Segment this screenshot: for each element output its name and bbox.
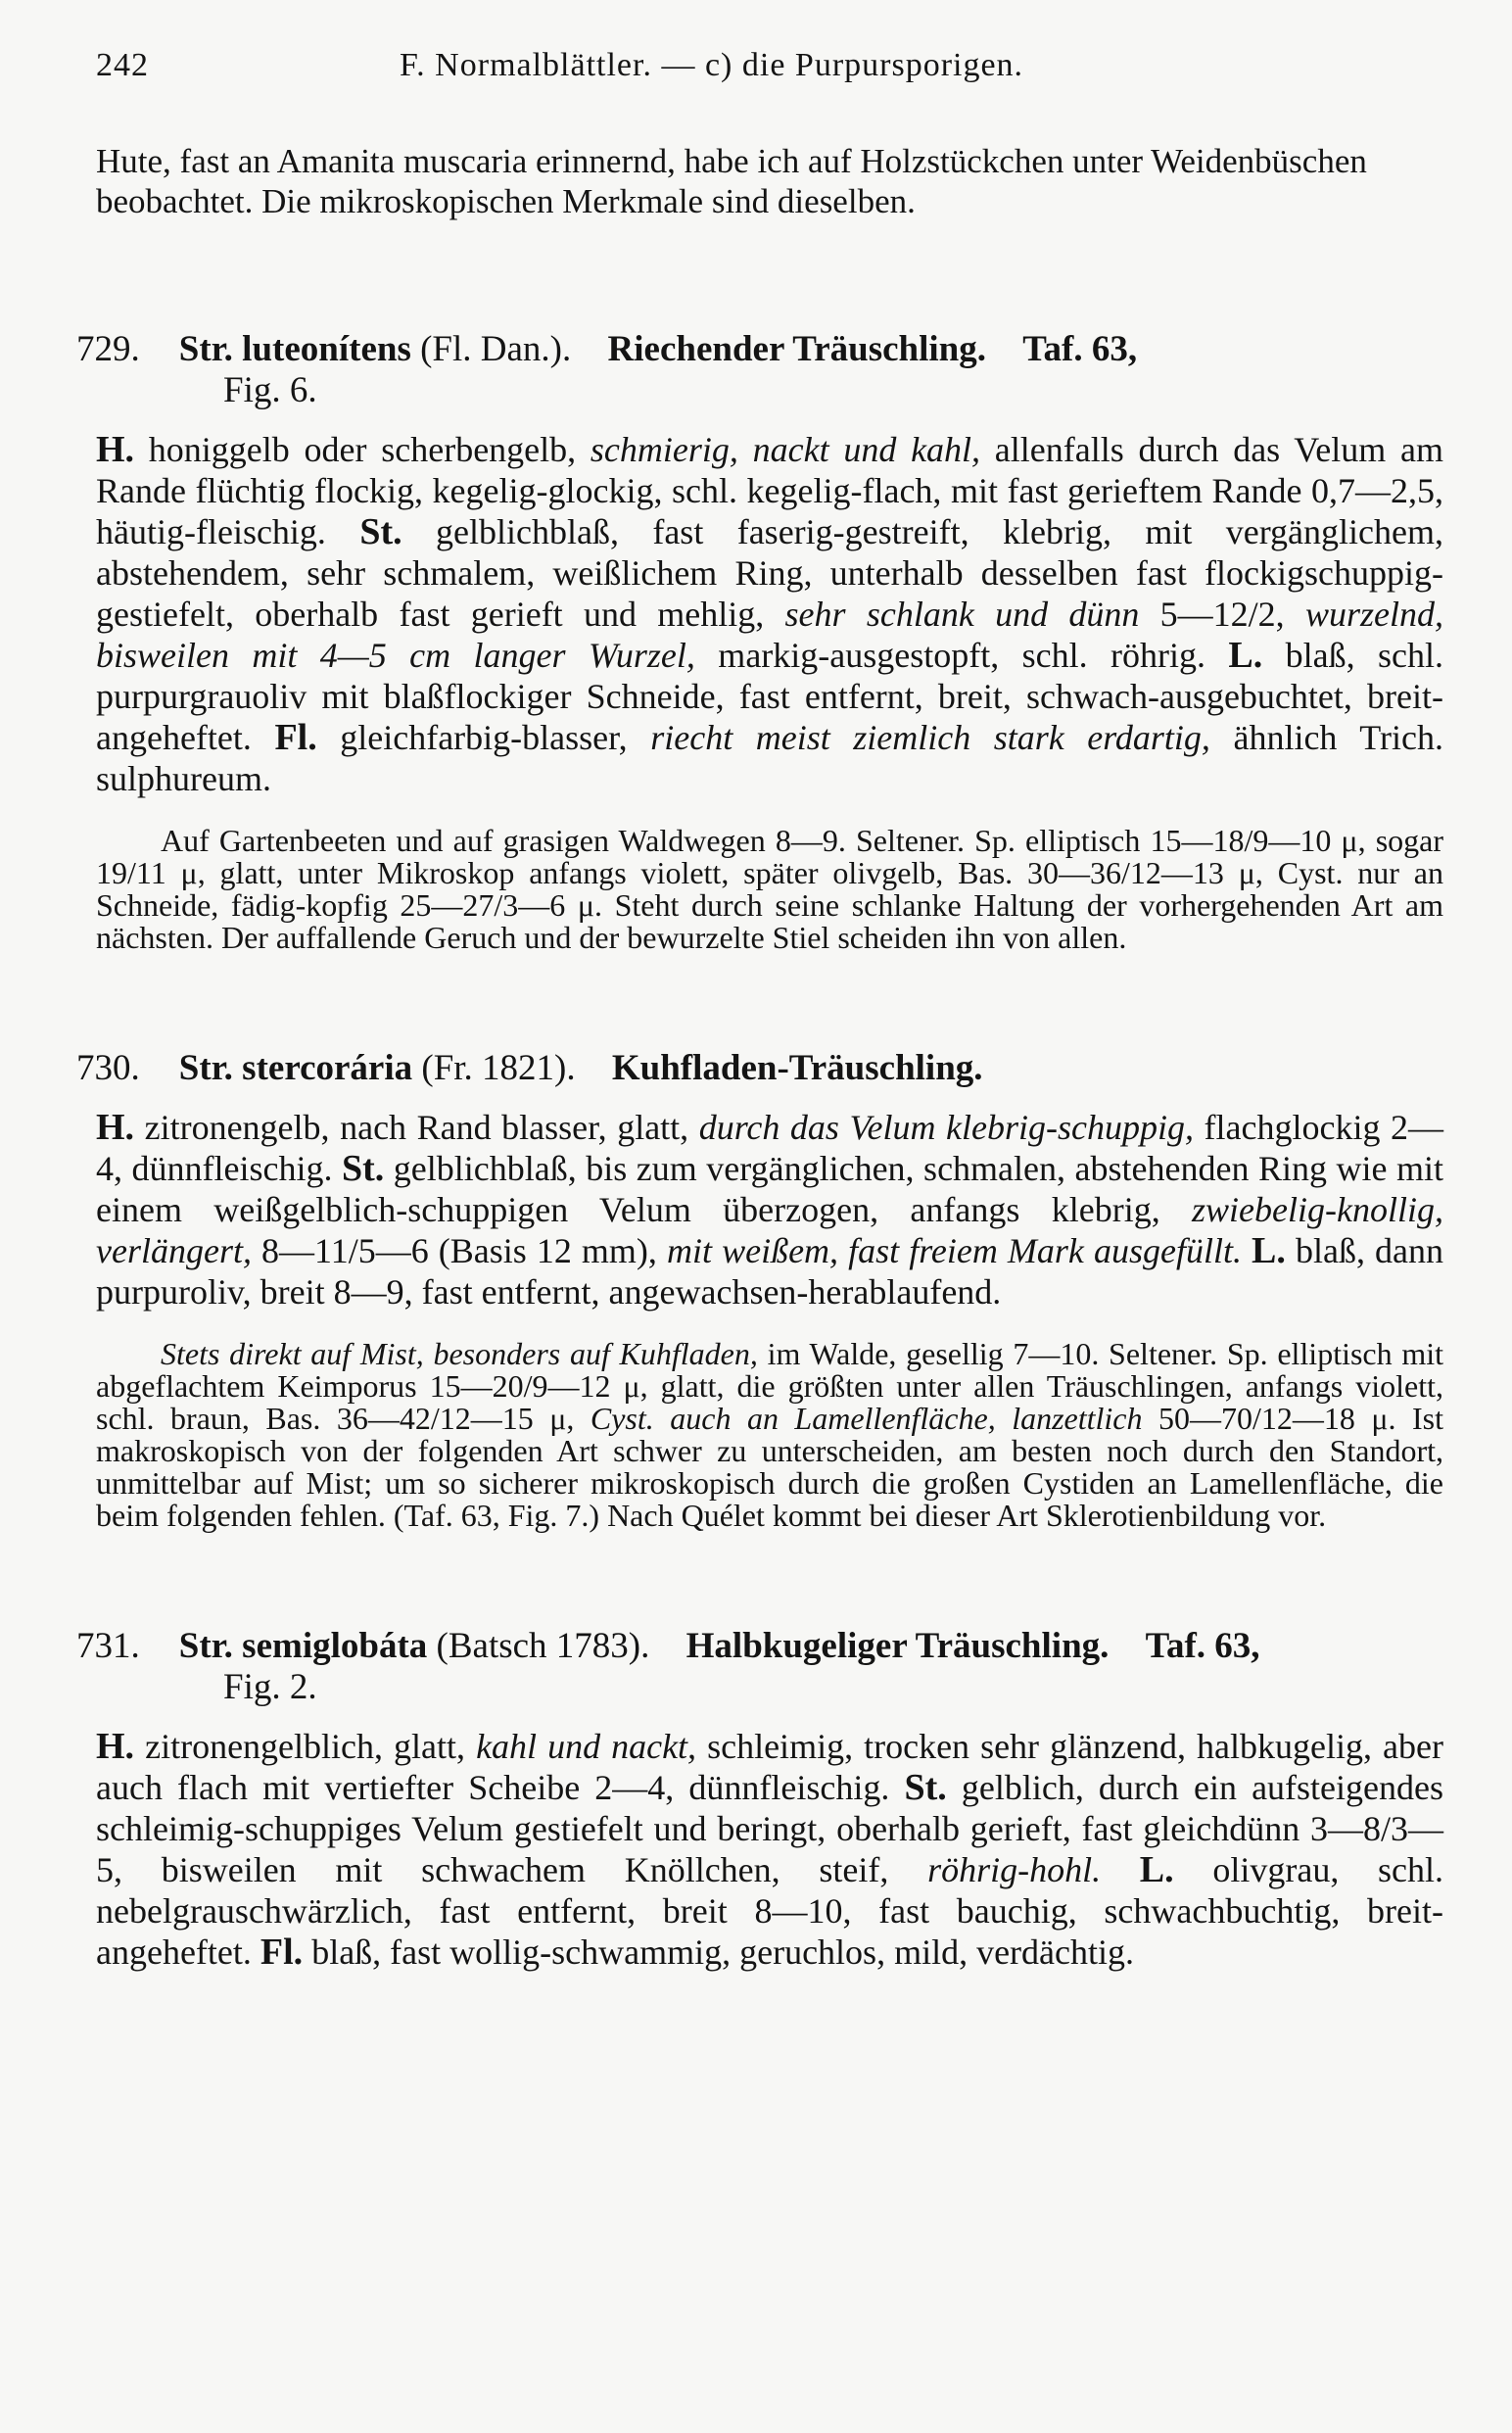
text-run: gelblichblaß, bis zum vergänglichen, schmalen, abstehenden Ring wie mit einem weißgelblich-schuppigen Velum überzogen, anfangs klebrig, [96, 1149, 1443, 1229]
entry-heading [76, 1048, 1443, 1089]
vernacular-name: Riechender Träuschling. [607, 329, 986, 369]
italic-text: röhrig-hohl. [927, 1850, 1102, 1889]
text-run: allenfalls durch das Velum am Rande flüchtig flockig, kegelig-glockig, schl. kegelig-flach, mit fast gerieftem Rande 0,7—2,5, häutig-fleischig. [96, 430, 1443, 551]
running-title: F. Normalblättler. — c) die Purpursporigen. [400, 47, 1024, 83]
entry-number: 731. [76, 1626, 140, 1666]
text-run: schleimig, trocken sehr glänzend, halbkugelig, aber auch flach mit vertiefter Scheibe 2—4, dünnfleischig. [96, 1727, 1443, 1807]
field-key: St. [359, 511, 402, 552]
field-key: H. [96, 1726, 135, 1767]
text-run: im Walde, gesellig 7—10. Seltener. Sp. elliptisch mit abgeflachtem Keimporus 15—20/9—12 μ, glatt, die größten unter allen Träuschlingen, anfangs violett, schl. braun, Bas. 36—42/12—15 μ, [96, 1336, 1444, 1436]
entry-description [96, 429, 1443, 799]
italic-text: Stets direkt auf Mist, besonders auf Kuhfladen, [161, 1336, 758, 1371]
author-citation: (Fl. Dan.). [420, 329, 572, 369]
lead-paragraph: Hute, fast an Amanita muscaria erinnernd, habe ich auf Holzstückchen unter Weidenbüschen beobachtet. Die mikroskopischen Merkmale sind dieselben. [96, 142, 1367, 220]
text-run: flachglockig 2—4, dünnfleischig. [96, 1108, 1443, 1188]
plate-reference: Taf. 63, [1145, 1626, 1260, 1666]
page-number: 242 [96, 47, 149, 83]
figure-reference: Fig. 6. [223, 370, 317, 410]
entry-description [96, 1107, 1443, 1312]
text-run: honiggelb oder scherbengelb, [134, 430, 591, 469]
field-key: L. [1252, 1230, 1286, 1271]
field-key: H. [96, 429, 135, 470]
field-key: L. [1228, 635, 1263, 676]
italic-text: schmierig, nackt und kahl, [590, 430, 981, 469]
italic-text: mit weißem, fast freiem Mark ausgefüllt. [667, 1231, 1242, 1270]
text-run: 5—12/2, [1139, 595, 1305, 634]
text-run: ähnlich Trich. sulphureum. [96, 718, 1443, 798]
text-run: blaß, dann purpuroliv, breit 8—9, fast entfernt, angewachsen-herablaufend. [96, 1231, 1443, 1312]
scientific-name: Str. semiglobáta [178, 1626, 428, 1666]
plate-reference: Taf. 63, [1022, 329, 1138, 369]
entry-heading [76, 329, 1443, 411]
figure-reference: Fig. 2. [223, 1667, 317, 1707]
italic-text: sehr schlank und dünn [784, 595, 1140, 634]
species-entry-730 [76, 1048, 1444, 1533]
text-run [1242, 1231, 1252, 1270]
italic-text: riecht meist ziemlich stark erdartig, [650, 718, 1210, 757]
field-key: St. [342, 1148, 385, 1189]
text-run: 50—70/12—18 μ. Ist makroskopisch von der folgenden Art schwer zu unterscheiden, am besten noch durch den Standort, unmittelbar auf Mist; um so sicherer mikroskopisch durch die großen Cystiden an Lamellenfläche, die beim folgenden fehlen. (Taf. 63, Fig. 7.) Nach Quélet kommt bei dieser Art Sklerotienbildung vor. [96, 1401, 1443, 1533]
italic-text: durch das Velum klebrig-schuppig, [698, 1108, 1194, 1147]
text-run: gelblich, durch ein aufsteigendes schleimig-schuppiges Velum gestiefelt und beringt, oberhalb gerieft, fast gleichdünn 3—8/3—5, bisweilen mit schwachem Knöllchen, steif, [96, 1768, 1443, 1889]
author-citation: (Fr. 1821). [421, 1048, 576, 1088]
field-key: H. [96, 1107, 135, 1148]
italic-text: kahl und nackt, [476, 1727, 697, 1766]
text-run: blaß, schl. purpurgrauoliv mit blaßflockiger Schneide, fast entfernt, breit, schwach-ausgebuchtet, breit-angeheftet. [96, 636, 1443, 757]
entry-notes [96, 825, 1443, 954]
text-run: blaß, fast wollig-schwammig, geruchlos, mild, verdächtig. [303, 1932, 1134, 1972]
field-key: St. [904, 1767, 947, 1808]
text-run: zitronengelb, nach Rand blasser, glatt, [134, 1108, 699, 1147]
entry-description [96, 1726, 1443, 1973]
vernacular-name: Kuhfladen-Träuschling. [611, 1048, 983, 1088]
entry-heading [76, 1626, 1443, 1708]
field-key: Fl. [274, 717, 317, 758]
scientific-name: Str. luteonítens [178, 329, 411, 369]
text-run: gelblichblaß, fast faserig-gestreift, klebrig, mit vergänglichem, abstehendem, sehr schmalem, weißlichem Ring, unterhalb desselben fast flockigschuppig-gestiefelt, oberhalb fast gerieft und mehlig, [96, 512, 1443, 634]
species-entries [76, 329, 1444, 1973]
field-key: L. [1139, 1849, 1174, 1890]
text-run: zitronengelblich, glatt, [134, 1727, 477, 1766]
scientific-name: Str. stercorária [178, 1048, 413, 1088]
entry-number: 730. [76, 1048, 140, 1088]
italic-text: zwiebelig-knollig, verlängert, [96, 1190, 1443, 1270]
entry-notes [96, 1338, 1443, 1532]
page-header [96, 47, 1443, 84]
italic-text: Cyst. auch an Lamellenfläche, lanzettlich [590, 1401, 1143, 1436]
vernacular-name: Halbkugeliger Träuschling. [685, 1626, 1110, 1666]
species-entry-731 [76, 1626, 1444, 1973]
text-run: gleichfarbig-blasser, [316, 718, 651, 757]
entry-number: 729. [76, 329, 140, 369]
text-run: olivgrau, schl. nebelgrauschwärzlich, fast entfernt, breit 8—10, fast bauchig, schwachbuchtig, breit-angeheftet. [96, 1850, 1444, 1972]
italic-text: wurzelnd, bisweilen mit 4—5 cm langer Wurzel, [96, 595, 1443, 675]
species-entry-729 [76, 329, 1443, 955]
author-citation: (Batsch 1783). [436, 1626, 650, 1666]
text-run: Auf Gartenbeeten und auf grasigen Waldwegen 8—9. Seltener. Sp. elliptisch 15—18/9—10 μ, sogar 19/11 μ, glatt, unter Mikroskop anfangs violett, später olivgelb, Bas. 30—36/12—13 μ, Cyst. nur an Schneide, fädig-kopfig 25—27/3—6 μ. Steht durch seine schlanke Haltung der vorhergehenden Art am nächsten. Der auffallende Geruch und der bewurzelte Stiel scheiden ihn von allen. [96, 823, 1443, 955]
field-key: Fl. [260, 1932, 304, 1973]
text-run [1101, 1850, 1140, 1889]
text-run: 8—11/5—6 (Basis 12 mm), [251, 1231, 667, 1270]
text-run: markig-ausgestopft, schl. röhrig. [694, 636, 1229, 675]
